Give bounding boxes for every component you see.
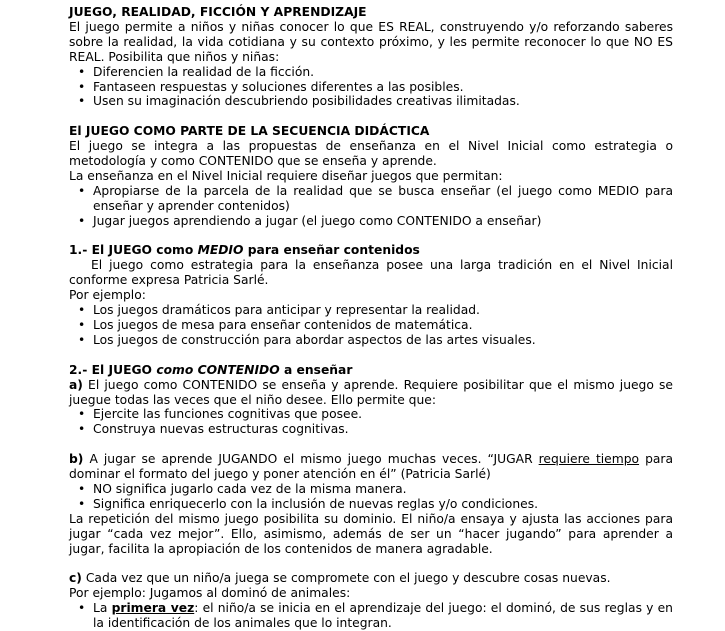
section-title-juego-realidad: JUEGO, REALIDAD, FICCIÓN Y APRENDIZAJE <box>69 5 367 19</box>
paragraph: El juego se integra a las propuestas de enseñanza en el Nivel Inicial como estrategia o metodología y como CONTENIDO que se enseña y aprende. <box>69 139 673 169</box>
paragraph: El juego como estrategia para la enseñanza posee una larga tradición en el Nivel Inicial conforme expresa Patricia Sarlé. <box>69 258 673 288</box>
list-item: • Los juegos de mesa para enseñar contenidos de matemática. <box>93 318 673 333</box>
list-item: • Usen su imaginación descubriendo posibilidades creativas ilimitadas. <box>93 94 673 109</box>
bullet-list <box>69 184 673 229</box>
example-label: Por ejemplo: Jugamos al dominó de animales: <box>69 586 351 601</box>
bullet-list <box>69 482 673 512</box>
bullet-list <box>69 407 673 437</box>
list-item: • Fantaseen respuestas y soluciones diferentes a las posibles. <box>93 80 673 95</box>
section-title-juego-medio: 1.- El JUEGO como MEDIO para enseñar contenidos <box>69 243 420 258</box>
section-title-secuencia-didactica: El JUEGO COMO PARTE DE LA SECUENCIA DIDÁCTICA <box>69 124 430 139</box>
bullet-list <box>69 601 673 631</box>
list-item: • Ejercite las funciones cognitivas que posee. <box>93 407 673 422</box>
list-item: • NO significa jugarlo cada vez de la misma manera. <box>93 482 673 497</box>
paragraph-a: a) El juego como CONTENIDO se enseña y aprende. Requiere posibilitar que el mismo juego se juegue todas las veces que el niño desee. Ello permite que: <box>69 377 673 407</box>
list-item: • La primera vez: el niño/a se inicia en el aprendizaje del juego: el dominó, de sus reglas y en la identificación de los animales que lo integran. <box>93 601 673 631</box>
list-item: • Apropiarse de la parcela de la realidad que se busca enseñar (el juego como MEDIO para enseñar y aprender contenidos) <box>93 184 673 214</box>
paragraph-c: c) Cada vez que un niño/a juega se compromete con el juego y descubre cosas nuevas. <box>69 571 611 586</box>
list-item: • Construya nuevas estructuras cognitivas. <box>93 422 673 437</box>
list-item: • Jugar juegos aprendiendo a jugar (el juego como CONTENIDO a enseñar) <box>93 214 673 229</box>
paragraph: El juego permite a niños y niñas conocer lo que ES REAL, construyendo y/o reforzando saberes sobre la realidad, la vida cotidiana y su contexto próximo, y les permite reconocer lo que NO ES REAL. Posibilita que niños y niñas: <box>69 19 673 64</box>
paragraph: La enseñanza en el Nivel Inicial requiere diseñar juegos que permitan: <box>69 168 503 183</box>
paragraph-b: b) A jugar se aprende JUGANDO el mismo juego muchas veces. “JUGAR requiere tiempo para dominar el formato del juego y poner atención en él” (Patricia Sarlé) <box>69 452 674 482</box>
bullet-list <box>69 303 673 348</box>
list-item: • Diferencien la realidad de la ficción. <box>93 65 673 80</box>
list-item: • Los juegos dramáticos para anticipar y representar la realidad. <box>93 303 673 318</box>
section-title-juego-contenido: 2.- El JUEGO como CONTENIDO a enseñar <box>69 362 353 377</box>
paragraph: La repetición del mismo juego posibilita su dominio. El niño/a ensaya y ajusta las acciones para jugar “cada vez mejor”. Ello, asimismo, además de ser un “hacer jugando” para aprender a jugar, facilita la apropiación de los contenidos de manera agradable. <box>69 511 673 556</box>
list-item: • Significa enriquecerlo con la inclusión de nuevas reglas y/o condiciones. <box>93 497 673 512</box>
list-item: • Los juegos de construcción para abordar aspectos de las artes visuales. <box>93 333 673 348</box>
example-label: Por ejemplo: <box>69 288 146 303</box>
bullet-list <box>69 65 673 110</box>
